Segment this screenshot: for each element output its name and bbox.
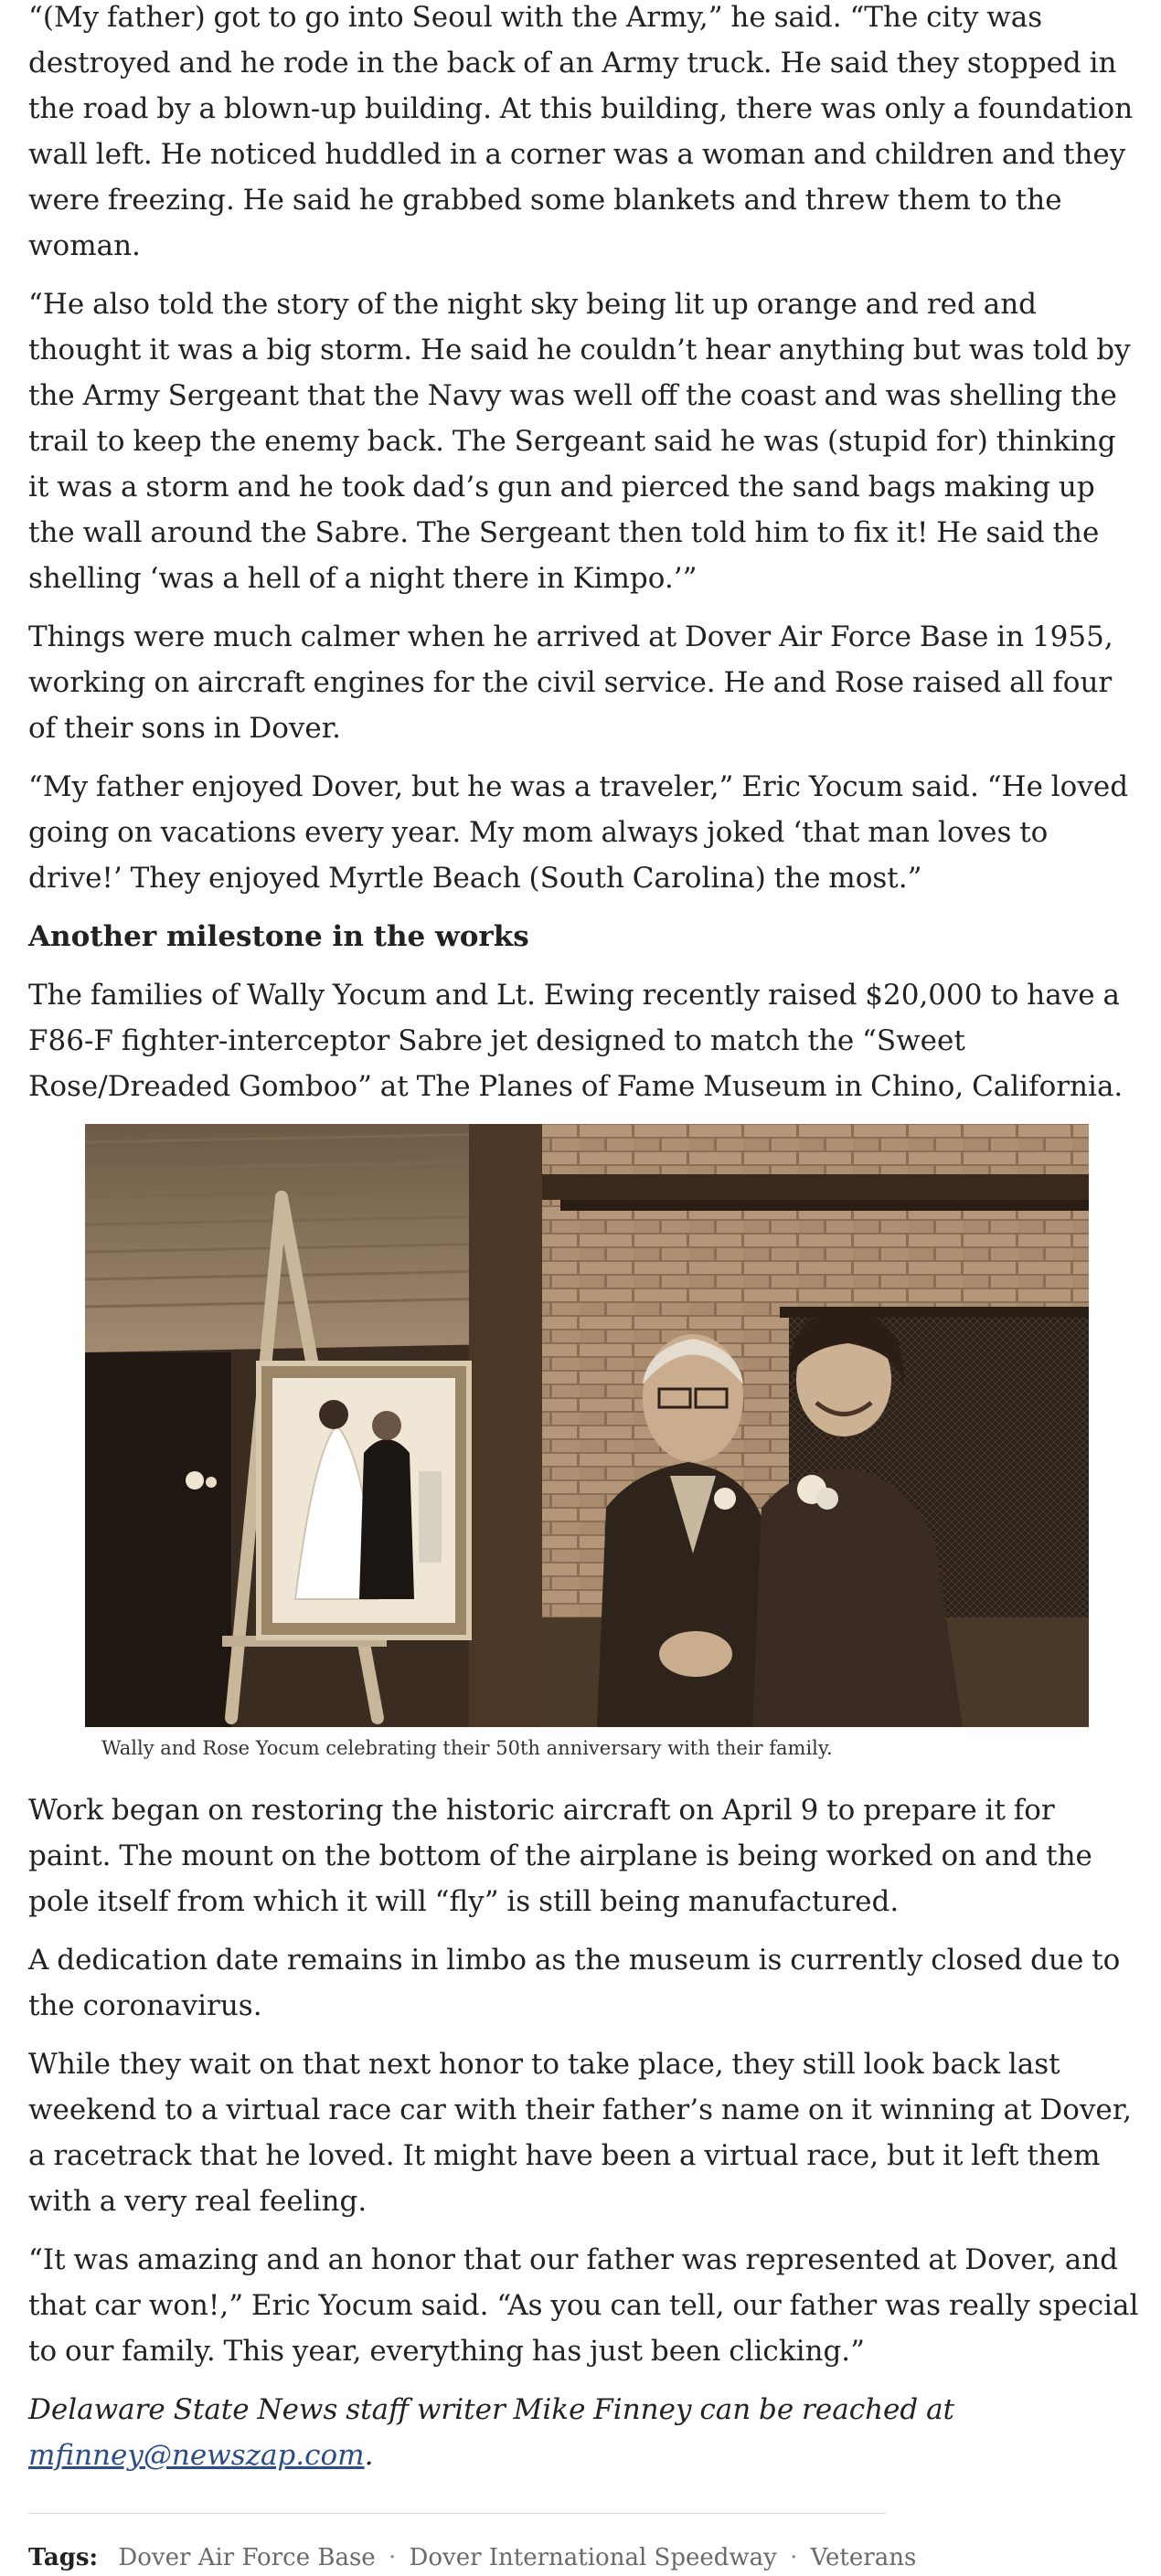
article-paragraph: “(My father) got to go into Seoul with the Army,” he said. “The city was destroyed and he rode in the back of an Army truck. He said they stopped in the road by a blown-up building. At this building, there was only a foundation wall left. He noticed huddled in a corner was a woman and children and they were freezing. He said he grabbed some blankets and threw them to the woman. <box>28 1 1134 262</box>
photo-caption: Wally and Rose Yocum celebrating their 50th anniversary with their family. <box>101 1737 833 1759</box>
tag-link[interactable]: Dover Air Force Base <box>118 2544 376 2571</box>
tag-separator: · <box>388 2544 397 2571</box>
tag-link[interactable]: Veterans <box>810 2544 917 2571</box>
anniversary-photo <box>85 1124 1089 1727</box>
byline-period: . <box>364 2439 374 2472</box>
section-subheading: Another milestone in the works <box>28 920 529 953</box>
article-paragraph: “It was amazing and an honor that our father was represented at Dover, and that car won!,” Eric Yocum said. “As you can tell, our father was really special to our family. This year, everything has just been clicking.” <box>28 2243 1139 2368</box>
author-byline <box>28 2387 1143 2478</box>
author-email-link[interactable]: mfinney@newszap.com <box>28 2439 365 2472</box>
article-paragraph: “He also told the story of the night sky being lit up orange and red and thought it was a big storm. He said he couldn’t hear anything but was told by the Army Sergeant that the Navy was well off the coast and was shelling the trail to keep the enemy back. The Sergeant said he was (stupid for) thinking it was a storm and he took dad’s gun and pierced the sand bags making up the wall around the Sabre. The Sergeant then told him to fix it! He said the shelling ‘was a hell of a night there in Kimpo.’” <box>28 288 1131 595</box>
tag-link[interactable]: Dover International Speedway <box>409 2544 777 2571</box>
tag-separator: · <box>790 2544 798 2571</box>
article-paragraph: Work began on restoring the historic aircraft on April 9 to prepare it for paint. The mount on the bottom of the airplane is being worked on and the pole itself from which it will “fly” is still being manufactured. <box>28 1794 1092 1918</box>
tags-divider <box>28 2513 886 2514</box>
article-paragraph: Things were much calmer when he arrived at Dover Air Force Base in 1955, working on aircraft engines for the civil service. He and Rose raised all four of their sons in Dover. <box>28 620 1113 745</box>
byline-text: Delaware State News staff writer Mike Finney can be reached at <box>28 2393 955 2426</box>
article-paragraph: A dedication date remains in limbo as the museum is currently closed due to the coronavirus. <box>28 1944 1121 2022</box>
article-paragraph: The families of Wally Yocum and Lt. Ewing recently raised $20,000 to have a F86-F fighter-interceptor Sabre jet designed to match the “Sweet Rose/Dreaded Gomboo” at The Planes of Fame Museum in Chino, California. <box>28 979 1124 1103</box>
article-paragraph: “My father enjoyed Dover, but he was a traveler,” Eric Yocum said. “He loved going on vacations every year. My mom always joked ‘that man loves to drive!’ They enjoyed Myrtle Beach (South Carolina) the most.” <box>28 770 1129 895</box>
tags-label: Tags: <box>28 2544 99 2571</box>
article-figure <box>85 1124 1089 1762</box>
tags-row <box>28 2539 1143 2576</box>
article-paragraph: While they wait on that next honor to take place, they still look back last weekend to a virtual race car with their father’s name on it winning at Dover, a racetrack that he loved. It might have been a virtual race, but it left them with a very real feeling. <box>28 2048 1133 2218</box>
